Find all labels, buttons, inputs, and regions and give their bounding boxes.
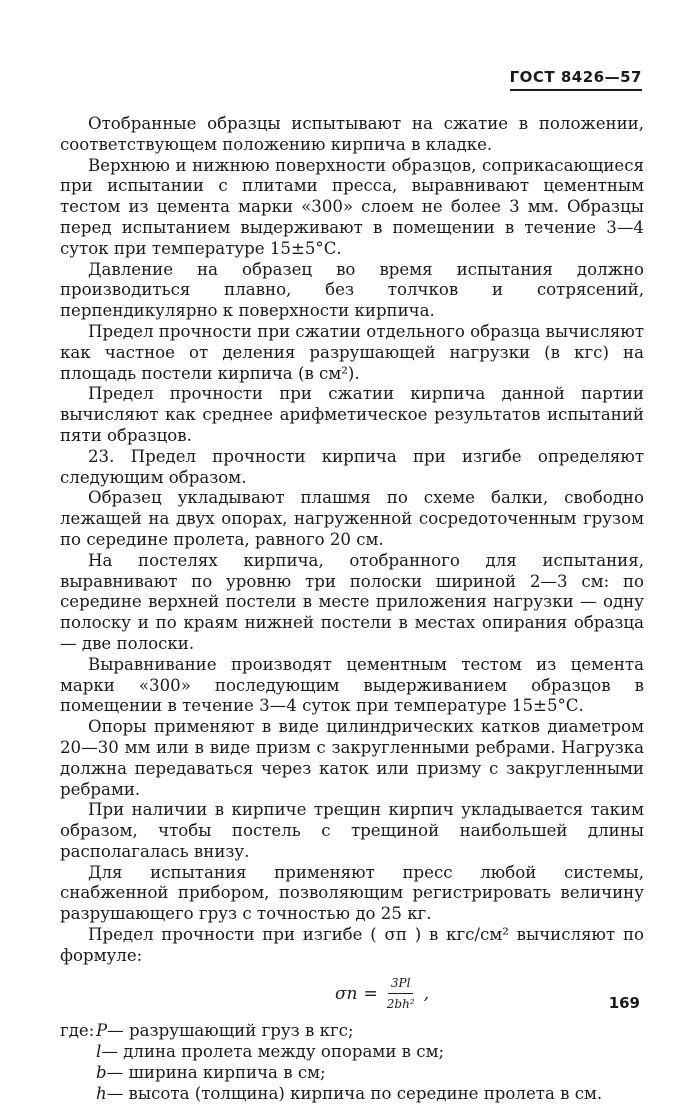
paragraph: Опоры применяют в виде цилиндрических катков диаметром 20—30 мм или в виде призм с закругленными ребрами. Нагрузка должна передаваться через каток или призму с закругленными ребрами. — [60, 717, 644, 799]
paragraph: Выравнивание производят цементным тестом из цемента марки «300» последующим выдерживанием образцов в помещении в течение 3—4 суток при температуре 15±5°С. — [60, 654, 644, 716]
paragraph: Предел прочности при сжатии отдельного образца вычисляют как частное от деления разрушающей нагрузки (в кгс) на площадь постели кирпича (в см²). — [60, 321, 644, 383]
section-23-heading-paragraph: 23. Предел прочности кирпича при изгибе определяют следующим образом. — [60, 446, 644, 487]
definition-symbol: P — [96, 1021, 108, 1041]
page-number: 169 — [608, 994, 640, 1012]
document-body — [60, 114, 644, 1104]
bending-strength-formula — [120, 973, 644, 1016]
formula-definitions — [60, 1021, 644, 1104]
paragraph: Отобранные образцы испытывают на сжатие в положении, соответствующем положению кирпича в кладке. — [60, 114, 644, 154]
paragraph: На постелях кирпича, отобранного для испытания, выравнивают по уровню три полоски шириной 2—3 см: по середине верхней постели в месте приложения нагрузки — одну полоску и по краям нижней постели в местах опирания образца — две полоски. — [60, 550, 644, 653]
definition-row — [60, 1042, 644, 1063]
formula-fraction — [384, 973, 418, 1016]
formula-lhs: σп — [334, 983, 358, 1004]
paragraph: Образец укладывают плашмя по схеме балки, свободно лежащей на двух опорах, нагруженной сосредоточенным грузом по середине пролета, равного 20 см. — [60, 488, 644, 549]
formula-denominator: 2bh² — [386, 997, 415, 1012]
paragraph: Верхнюю и нижнюю поверхности образцов, соприкасающиеся при испытании с плитами пресса, выравнивают цементным тестом из цемента марки «300» слоем не более 3 мм. Образцы перед испытанием выдерживают в помещении в течение 3—4 суток при температуре 15±5°С. — [60, 155, 644, 258]
document-standard-header: ГОСТ 8426—57 — [510, 68, 642, 91]
definitions-lead: где: — [60, 1021, 95, 1041]
definition-text: — длина пролета между опорами в см; — [101, 1042, 445, 1062]
definition-text: — разрушающий груз в кгс; — [107, 1021, 354, 1041]
paragraph: Давление на образец во время испытания должно производиться плавно, без толчков и сотрясений, перпендикулярно к поверхности кирпича. — [60, 259, 644, 321]
formula-intro-paragraph: Предел прочности при изгибе ( σп ) в кгс/см² вычисляют по формуле: — [60, 925, 644, 965]
definition-row — [60, 1021, 644, 1042]
formula-tail: , — [423, 983, 430, 1004]
definition-text: — ширина кирпича в см; — [106, 1062, 326, 1082]
definition-text: — высота (толщина) кирпича по середине пролета в см. — [106, 1083, 603, 1103]
definition-row — [60, 1063, 644, 1084]
paragraph: При наличии в кирпиче трещин кирпич укладывается таким образом, чтобы постель с трещиной наибольшей длины располагалась внизу. — [60, 800, 644, 861]
definition-symbol: l — [96, 1042, 102, 1062]
formula-numerator: 3Pl — [388, 973, 414, 995]
formula-equals: = — [363, 983, 378, 1004]
paragraph: Предел прочности при сжатии кирпича данной партии вычисляют как среднее арифметическое результатов испытаний пяти образцов. — [60, 384, 644, 445]
paragraph: Для испытания применяют пресс любой системы, снабженной прибором, позволяющим регистрировать величину разрушающего груз с точностью до 25 кг. — [60, 862, 644, 924]
definition-row — [60, 1084, 644, 1104]
definition-symbol: h — [96, 1083, 107, 1103]
definition-symbol: b — [96, 1062, 107, 1082]
